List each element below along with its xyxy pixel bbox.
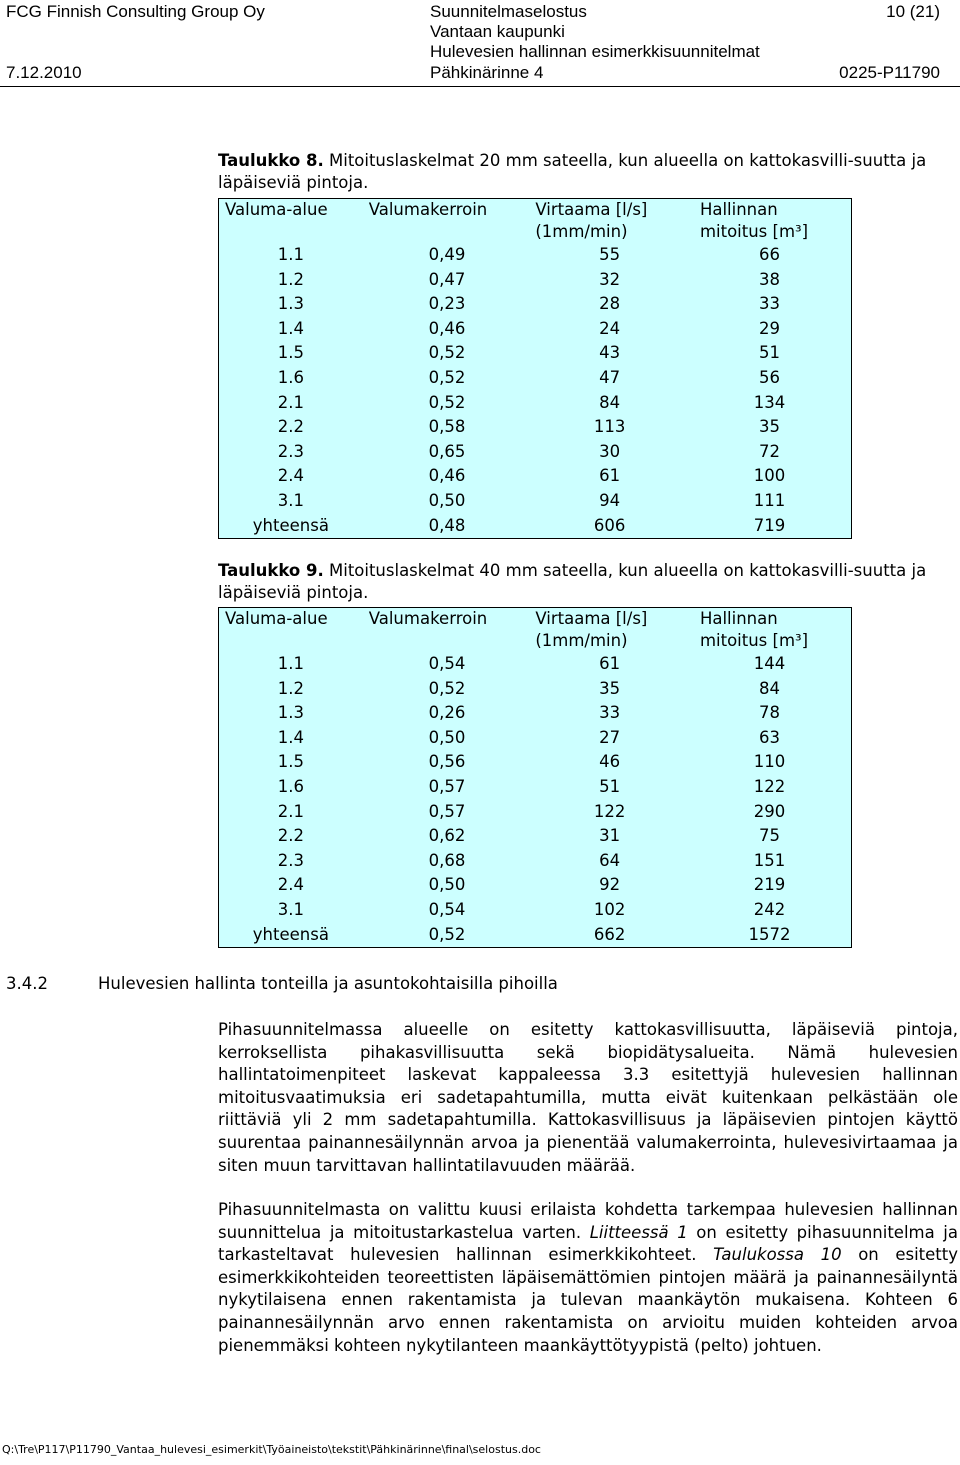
table-row <box>219 873 852 898</box>
table-cell: 1.6 <box>277 367 304 387</box>
table-row <box>219 391 852 416</box>
table-cell: 56 <box>758 367 780 387</box>
table-cell: 144 <box>753 654 786 673</box>
table-row <box>219 824 852 849</box>
header-client: Vantaan kaupunki <box>430 22 565 41</box>
table-cell: 2.2 <box>277 417 304 437</box>
table-cell: 1.4 <box>277 727 304 747</box>
table-cell: 219 <box>753 875 786 895</box>
table-cell: 110 <box>753 752 786 772</box>
table-cell: 242 <box>753 899 786 919</box>
table-cell: 3.1 <box>277 899 304 919</box>
table-cell: 24 <box>599 318 621 338</box>
header-project: Hulevesien hallinnan esimerkkisuunnitelmat <box>430 42 760 61</box>
table8-col-design: Hallinnan <box>699 200 778 219</box>
paragraph-2-part3: on esitetty esimerkkikohteiden teoreettisten läpäisemättömien pintojen määrä ja painannesäilyntä nykytilaisena ennen rakentamista ja tulevan maankäytön mukaisena. Kohteen 6 painannesäilynnän arvo ennen rakentamista on arvioitu muiden kohteiden arvoa pienemmäksi kohteen nykytilanteen maankäyttötyypistä (pelto) johtuen. <box>218 1245 959 1355</box>
table-cell: 72 <box>758 441 780 461</box>
header-rule <box>0 86 960 87</box>
footer-file-path: Q:\Tre\P117\P11790_Vantaa_hulevesi_esimerkit\Työaineisto\tekstit\Pähkinärinne\final\selostus.doc <box>2 1443 541 1456</box>
table-cell: 662 <box>593 924 626 944</box>
table9-col-flow-unit: (1mm/min) <box>535 631 628 650</box>
table-cell: 75 <box>758 826 780 846</box>
table-cell: 2.4 <box>277 875 304 895</box>
table-cell: 1.3 <box>277 703 304 723</box>
table-cell: 0,50 <box>428 875 466 895</box>
table9-col-flow: Virtaama [l/s] <box>535 609 648 628</box>
table-cell: 84 <box>599 392 621 412</box>
appendix-reference: Liitteessä 1 <box>589 1222 688 1242</box>
table-row <box>219 268 852 293</box>
table8-col-flow: Virtaama [l/s] <box>535 200 648 219</box>
header-project-number: 0225-P11790 <box>839 63 940 82</box>
table-cell: 2.4 <box>277 466 304 486</box>
table9-caption-text: Mitoituslaskelmat 40 mm sateella, kun alueella on kattokasvilli-suutta ja läpäiseviä pintoja. <box>218 561 927 602</box>
section-title: Hulevesien hallinta tonteilla ja asuntokohtaisilla pihoilla <box>98 974 558 993</box>
table-cell: 30 <box>599 441 621 461</box>
table-cell: 94 <box>599 490 621 510</box>
table-row <box>219 750 852 775</box>
table-cell: 0,57 <box>428 776 466 796</box>
table8-col-area: Valuma-alue <box>225 200 328 219</box>
table-cell: 78 <box>758 703 780 723</box>
table-row <box>219 923 852 948</box>
table-cell: 111 <box>753 490 786 510</box>
table-cell: 27 <box>599 727 621 747</box>
header-page-number: 10 (21) <box>886 2 940 21</box>
table-cell: 51 <box>758 343 780 363</box>
table-cell: 0,50 <box>428 727 466 747</box>
table-row <box>219 415 852 440</box>
table-cell: 0,52 <box>428 924 466 944</box>
table-cell: 0,52 <box>428 367 466 387</box>
table-cell: 0,52 <box>428 678 466 698</box>
header-company: FCG Finnish Consulting Group Oy <box>6 2 265 21</box>
table-cell: 134 <box>753 392 786 412</box>
table-cell: 1.2 <box>277 678 304 698</box>
table-cell: 2.3 <box>277 441 304 461</box>
table-cell: 38 <box>758 269 780 289</box>
table9-col-coefficient: Valumakerroin <box>368 609 488 628</box>
table-cell: 122 <box>753 776 786 796</box>
header-date: 7.12.2010 <box>6 63 82 82</box>
header-site: Pähkinärinne 4 <box>430 63 544 82</box>
table-cell: 55 <box>599 245 621 264</box>
table-cell: 1.6 <box>277 776 304 796</box>
table-cell: 719 <box>753 515 786 535</box>
table9 <box>218 607 852 948</box>
table-cell: 33 <box>758 294 780 314</box>
table-cell: 0,58 <box>428 417 466 437</box>
table8-col-flow-unit: (1mm/min) <box>535 222 628 241</box>
table-cell: 46 <box>599 752 621 772</box>
table-cell: 0,56 <box>428 752 466 772</box>
table-cell: 33 <box>599 703 621 723</box>
table9-col-design: Hallinnan <box>699 609 778 628</box>
table-cell: 0,50 <box>428 490 466 510</box>
table-cell: 1.1 <box>277 245 304 264</box>
table-header-row <box>219 199 852 244</box>
table-row <box>219 775 852 800</box>
table9-col-design-unit: mitoitus [m³] <box>699 631 809 650</box>
table-header-row <box>219 608 852 653</box>
table-row <box>219 726 852 751</box>
table-cell: yhteensä <box>252 924 329 944</box>
table-row <box>219 440 852 465</box>
table-cell: 43 <box>599 343 621 363</box>
table-cell: 35 <box>599 678 621 698</box>
table8-col-coefficient: Valumakerroin <box>368 200 488 219</box>
table-row <box>219 464 852 489</box>
paragraph-2 <box>218 1199 958 1357</box>
table-row <box>219 514 852 539</box>
table-cell: 84 <box>758 678 780 698</box>
table-cell: 2.3 <box>277 850 304 870</box>
table-row <box>219 366 852 391</box>
table8-caption-text: Mitoituslaskelmat 20 mm sateella, kun alueella on kattokasvilli-suutta ja läpäiseviä pintoja. <box>218 151 927 192</box>
table9-caption <box>218 560 958 604</box>
table-cell: 92 <box>599 875 621 895</box>
table-cell: 3.1 <box>277 490 304 510</box>
table-cell: 1.4 <box>277 318 304 338</box>
table-row <box>219 677 852 702</box>
section-number: 3.4.2 <box>6 974 48 993</box>
table-cell: 2.1 <box>277 801 304 821</box>
table-cell: 0,26 <box>428 703 466 723</box>
table-cell: 0,48 <box>428 515 466 535</box>
table-row <box>219 898 852 923</box>
table-cell: 63 <box>758 727 780 747</box>
table-row <box>219 317 852 342</box>
table9-col-area: Valuma-alue <box>225 609 328 628</box>
table-cell: 0,57 <box>428 801 466 821</box>
table-cell: 0,62 <box>428 826 466 846</box>
table-cell: 290 <box>753 801 786 821</box>
table-cell: 1.5 <box>277 343 304 363</box>
table-row <box>219 652 852 677</box>
table-cell: 102 <box>593 899 626 919</box>
table-cell: 0,23 <box>428 294 466 314</box>
table-cell: 0,54 <box>428 899 466 919</box>
table-cell: 29 <box>758 318 780 338</box>
table-cell: 1.5 <box>277 752 304 772</box>
table-cell: 2.1 <box>277 392 304 412</box>
table-cell: 122 <box>593 801 626 821</box>
table-cell: 100 <box>753 466 786 486</box>
table-row <box>219 341 852 366</box>
table-cell: 0,65 <box>428 441 466 461</box>
table-cell: 151 <box>753 850 786 870</box>
table-cell: 0,54 <box>428 654 466 673</box>
table-cell: 61 <box>599 654 621 673</box>
paragraph-2-part2: on esitetty pihasuunnitelma ja tarkasteltavat hulevesien hallinnan esimerkkikohteet. <box>218 1222 958 1265</box>
table-cell: 0,46 <box>428 466 466 486</box>
table-cell: 64 <box>599 850 621 870</box>
paragraph-1: Pihasuunnitelmassa alueelle on esitetty kattokasvillisuutta, läpäiseviä pintoja, kerroksellista pihakasvillisuutta sekä biopidätysalueita. Nämä hulevesien hallintatoimenpiteet laskevat kappaleessa 3.3 esitettyjä hulevesien hallinnan mitoitusvaatimuksia eri sadetapahtumilla, mutta eivät kuitenkaan pelkästään ole riittäviä yli 2 mm sadetapahtumilla. Kattokasvillisuus ja läpäisevien pintojen käyttö suurentaa painannesäilynnän arvoa ja pienentää valumakerrointa, hulevesivirtaamaa ja siten muun tarvittavan hallintatilavuuden määrää. <box>218 1020 958 1175</box>
table-cell: 1.2 <box>277 269 304 289</box>
table-cell: 32 <box>599 269 621 289</box>
table-cell: 0,68 <box>428 850 466 870</box>
table-row <box>219 800 852 825</box>
table-row <box>219 701 852 726</box>
table-reference: Taulukossa 10 <box>713 1245 842 1265</box>
table-cell: 113 <box>593 417 626 437</box>
table-cell: 51 <box>599 776 621 796</box>
table-row <box>219 489 852 514</box>
paragraph-2-part1: Pihasuunnitelmasta on valittu kuusi erilaista kohdetta tarkempaa hulevesien hallinnan suunnittelua ja mitoitustarkastelua varten. <box>218 1200 958 1242</box>
table-cell: 2.2 <box>277 826 304 846</box>
table8-caption <box>218 150 958 194</box>
table8 <box>218 198 852 539</box>
table8-label: Taulukko 8. <box>218 151 324 170</box>
table8-col-design-unit: mitoitus [m³] <box>699 222 809 241</box>
table-cell: 1.1 <box>277 654 304 673</box>
table-cell: yhteensä <box>252 515 329 535</box>
table-row <box>219 243 852 268</box>
table-cell: 61 <box>599 466 621 486</box>
table-row <box>219 292 852 317</box>
table-cell: 28 <box>599 294 621 314</box>
table-row <box>219 849 852 874</box>
section-heading <box>6 974 558 993</box>
table-cell: 0,52 <box>428 343 466 363</box>
table-cell: 1.3 <box>277 294 304 314</box>
table-cell: 35 <box>758 417 780 437</box>
table-cell: 0,47 <box>428 269 466 289</box>
table-cell: 606 <box>593 515 626 535</box>
table-cell: 47 <box>599 367 621 387</box>
table9-label: Taulukko 9. <box>218 561 324 580</box>
table-cell: 0,52 <box>428 392 466 412</box>
table-cell: 31 <box>599 826 621 846</box>
table-cell: 0,49 <box>428 245 466 264</box>
table-cell: 0,46 <box>428 318 466 338</box>
table-cell: 1572 <box>748 924 791 944</box>
header-doc-type: Suunnitelmaselostus <box>430 2 587 21</box>
table-cell: 66 <box>758 245 780 264</box>
